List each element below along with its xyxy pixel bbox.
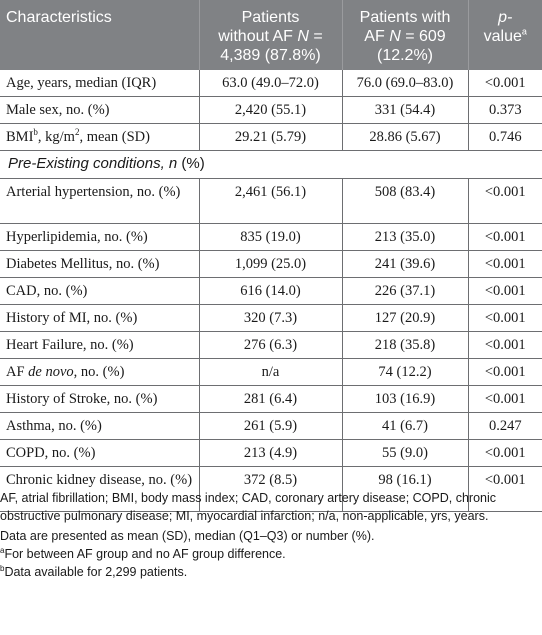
value-af: 226 (37.1) [342, 278, 468, 305]
value-p: <0.001 [468, 70, 542, 97]
table-row [0, 224, 542, 251]
row-label: Age, years, median (IQR) [0, 70, 199, 97]
value-no-af: 63.0 (49.0–72.0) [199, 70, 342, 97]
footnote-b: $^b$Data available for 2,299 patients. [0, 563, 188, 579]
row-label: Arterial hypertension, no. (%) [0, 179, 199, 224]
value-af: 98 (16.1) [342, 467, 468, 512]
value-no-af: 29.21 (5.79) [199, 124, 342, 151]
value-no-af: 320 (7.3) [199, 305, 342, 332]
row-label: COPD, no. (%) [0, 440, 199, 467]
header-patients-without-af: Patients without AF N = 4,389 (87.8%) [199, 0, 342, 70]
table-row [0, 359, 542, 386]
value-af: 218 (35.8) [342, 332, 468, 359]
footnote-a: $^a$For between AF group and no AF group difference. [0, 545, 286, 561]
value-no-af: 213 (4.9) [199, 440, 342, 467]
value-p: <0.001 [468, 251, 542, 278]
value-p: <0.001 [468, 386, 542, 413]
value-no-af: 2,420 (55.1) [199, 97, 342, 124]
value-p: <0.001 [468, 467, 542, 512]
value-p: <0.001 [468, 278, 542, 305]
header-p-value: p- value$^a$ [468, 0, 542, 70]
value-p: <0.001 [468, 305, 542, 332]
value-no-af: 281 (6.4) [199, 386, 342, 413]
table-row [0, 305, 542, 332]
table-footnotes [0, 489, 538, 581]
table-row [0, 70, 542, 97]
footnote-data-note: Data are presented as mean (SD), median (Q1–Q3) or number (%). [0, 529, 375, 543]
row-label: Heart Failure, no. (%) [0, 332, 199, 359]
table-row [0, 440, 542, 467]
value-no-af: 372 (8.5) [199, 467, 342, 512]
table-row [0, 413, 542, 440]
value-p: 0.746 [468, 124, 542, 151]
header-characteristics: Characteristics [0, 0, 199, 70]
value-no-af: 2,461 (56.1) [199, 179, 342, 224]
table-row [0, 251, 542, 278]
section-row [0, 151, 542, 179]
value-af: 103 (16.9) [342, 386, 468, 413]
value-af: 55 (9.0) [342, 440, 468, 467]
value-af: 76.0 (69.0–83.0) [342, 70, 468, 97]
row-label: History of MI, no. (%) [0, 305, 199, 332]
row-label: Asthma, no. (%) [0, 413, 199, 440]
value-p: 0.247 [468, 413, 542, 440]
value-p: <0.001 [468, 224, 542, 251]
row-label: Diabetes Mellitus, no. (%) [0, 251, 199, 278]
table-row [0, 124, 542, 151]
value-af: 41 (6.7) [342, 413, 468, 440]
value-no-af: 835 (19.0) [199, 224, 342, 251]
header-patients-with-af: Patients with AF N = 609 (12.2%) [342, 0, 468, 70]
value-no-af: 261 (5.9) [199, 413, 342, 440]
value-af: 213 (35.0) [342, 224, 468, 251]
value-no-af: 276 (6.3) [199, 332, 342, 359]
row-label: History of Stroke, no. (%) [0, 386, 199, 413]
value-p: 0.373 [468, 97, 542, 124]
value-af: 127 (20.9) [342, 305, 468, 332]
table-row [0, 97, 542, 124]
table-row [0, 332, 542, 359]
value-p: <0.001 [468, 359, 542, 386]
table-row [0, 278, 542, 305]
value-af: 28.86 (5.67) [342, 124, 468, 151]
value-af: 74 (12.2) [342, 359, 468, 386]
row-label: Hyperlipidemia, no. (%) [0, 224, 199, 251]
table-row [0, 179, 542, 224]
value-no-af: 616 (14.0) [199, 278, 342, 305]
value-af: 508 (83.4) [342, 179, 468, 224]
value-p: <0.001 [468, 179, 542, 224]
value-p: <0.001 [468, 332, 542, 359]
section-title: Pre-Existing conditions, n (%) [0, 151, 542, 179]
row-label: Chronic kidney disease, no. (%) [0, 467, 199, 512]
value-af: 241 (39.6) [342, 251, 468, 278]
row-label: BMI$^b$, $kg/m^2$, mean (SD) [0, 124, 199, 151]
row-label: AF de novo, no. (%) [0, 359, 199, 386]
footnote-abbreviations: AF, atrial fibrillation; BMI, body mass index; CAD, coronary artery disease; COPD, chronic obstructive pulmonary disease; MI, myocardial infarction; n/a, non-applicable, yrs, years. [0, 491, 497, 523]
value-af: 331 (54.4) [342, 97, 468, 124]
row-label: CAD, no. (%) [0, 278, 199, 305]
table-row [0, 386, 542, 413]
row-label: Male sex, no. (%) [0, 97, 199, 124]
table-header-row [0, 0, 542, 70]
value-no-af: n/a [199, 359, 342, 386]
value-no-af: 1,099 (25.0) [199, 251, 342, 278]
value-p: <0.001 [468, 440, 542, 467]
